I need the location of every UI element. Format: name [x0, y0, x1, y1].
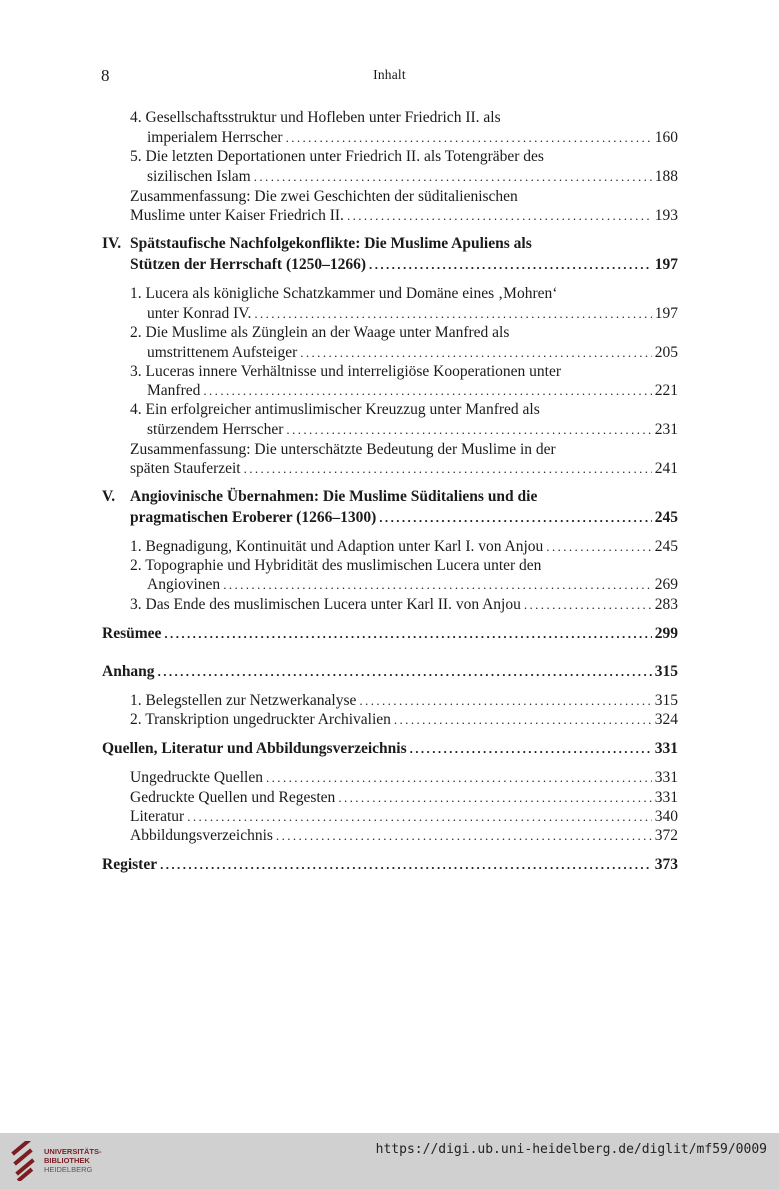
- toc-page-number: 315: [654, 692, 678, 709]
- toc-entry-title: Quellen, Literatur und Abbildungsverzeichnis: [102, 740, 407, 757]
- toc-entry-title: Angiovinen: [147, 576, 221, 593]
- toc-entry: [147, 343, 678, 363]
- chapter-title-line: Spätstaufische Nachfolgekonflikte: Die Muslime Apuliens als: [130, 235, 532, 252]
- toc-entry: [130, 826, 678, 846]
- toc-page-number: 241: [654, 460, 678, 477]
- toc-entry: [130, 459, 678, 479]
- chapter-heading: [130, 508, 678, 528]
- toc-entry-title: sizilischen Islam: [147, 168, 251, 185]
- toc-entry-line: 2. Die Muslime als Zünglein an der Waage unter Manfred als: [130, 324, 510, 341]
- toc-page-number: 315: [654, 663, 678, 680]
- toc-entry: [147, 575, 678, 595]
- toc-entry-line: 4. Ein erfolgreicher antimuslimischer Kreuzzug unter Manfred als: [130, 401, 540, 418]
- toc-entry-title: 3. Das Ende des muslimischen Lucera unter Karl II. von Anjou: [130, 596, 521, 613]
- toc-entry: [147, 304, 678, 324]
- toc-entry-title: Ungedruckte Quellen: [130, 769, 263, 786]
- toc-top-entry: [102, 739, 678, 759]
- toc-entry-title: Muslime unter Kaiser Friedrich II.: [130, 207, 344, 224]
- toc-page-number: 160: [654, 129, 678, 146]
- toc-entry-title: Resümee: [102, 625, 162, 642]
- toc-entry-line: Zusammenfassung: Die unterschätzte Bedeutung der Muslime in der: [130, 441, 556, 458]
- toc-page-number: 231: [654, 421, 678, 438]
- toc-page-number: 197: [654, 305, 678, 322]
- toc-entry-title: unter Konrad IV.: [147, 305, 252, 322]
- toc-entry-line: 3. Luceras innere Verhältnisse und interreligiöse Kooperationen unter: [130, 363, 561, 380]
- toc-entry: [130, 691, 678, 711]
- chapter-title: Stützen der Herrschaft (1250–1266): [130, 256, 367, 273]
- toc-page-number: 373: [654, 856, 678, 873]
- toc-page-number: 197: [654, 256, 678, 273]
- toc-entry: [147, 167, 678, 187]
- source-url-link[interactable]: https://digi.ub.uni-heidelberg.de/diglit/mf59/0009: [375, 1142, 767, 1157]
- toc-entry: [130, 537, 678, 557]
- toc-page-number: 331: [654, 789, 678, 806]
- toc-page-number: 193: [654, 207, 678, 224]
- toc-page-number: 269: [654, 576, 678, 593]
- toc-entry: [130, 768, 678, 788]
- toc-top-entry: [102, 662, 678, 682]
- toc-entry: [147, 381, 678, 401]
- toc-entry-title: 1. Belegstellen zur Netzwerkanalyse: [130, 692, 357, 709]
- chapter-numeral: IV.: [102, 235, 122, 252]
- toc-entry-title: stürzendem Herrscher: [147, 421, 284, 438]
- toc-entry: [130, 206, 678, 226]
- toc-top-entry: [102, 624, 678, 644]
- toc-entry-title: 1. Begnadigung, Kontinuität und Adaption unter Karl I. von Anjou: [130, 538, 544, 555]
- toc-entry-line: Zusammenfassung: Die zwei Geschichten der süditalienischen: [130, 188, 518, 205]
- toc-entry: [130, 807, 678, 827]
- library-name: UNIVERSITÄTS- BIBLIOTHEK HEIDELBERG: [44, 1147, 102, 1174]
- toc-entry-line: 4. Gesellschaftsstruktur und Hofleben unter Friedrich II. als: [130, 109, 501, 126]
- toc-entry-title: Gedruckte Quellen und Regesten: [130, 789, 336, 806]
- toc-page-number: 372: [654, 827, 678, 844]
- toc-entry-title: Anhang: [102, 663, 155, 680]
- toc-entry-title: späten Stauferzeit: [130, 460, 241, 477]
- chapter-heading: [130, 255, 678, 275]
- toc-page-number: 245: [654, 509, 678, 526]
- toc-entry-title: imperialem Herrscher: [147, 129, 283, 146]
- toc-entry-title: Abbildungsverzeichnis: [130, 827, 273, 844]
- toc-page-number: 340: [654, 808, 678, 825]
- toc-page-number: 324: [654, 711, 678, 728]
- page-number: 8: [101, 66, 110, 85]
- toc-entry-line: 1. Lucera als königliche Schatzkammer und Domäne eines ‚Mohren‘: [130, 285, 558, 302]
- toc-page-number: 299: [654, 625, 678, 642]
- toc-entry-line: 5. Die letzten Deportationen unter Friedrich II. als Totengräber des: [130, 148, 544, 165]
- toc-page-number: 245: [654, 538, 678, 555]
- toc-entry: [147, 420, 678, 440]
- toc-entry-title: Manfred: [147, 382, 201, 399]
- toc-page-number: 221: [654, 382, 678, 399]
- toc-entry-title: Register: [102, 856, 158, 873]
- toc-entry-title: Literatur: [130, 808, 185, 825]
- toc-page-number: 205: [654, 344, 678, 361]
- toc-entry: [130, 710, 678, 730]
- chapter-title-line: Angiovinische Übernahmen: Die Muslime Süditaliens und die: [130, 488, 538, 505]
- toc-page-number: 331: [654, 740, 678, 757]
- university-library-logo-icon: [8, 1141, 42, 1181]
- toc-page-number: 283: [654, 596, 678, 613]
- toc-top-entry: [102, 855, 678, 875]
- toc-page-number: 331: [654, 769, 678, 786]
- toc-entry: [130, 788, 678, 808]
- toc-page-number: 188: [654, 168, 678, 185]
- toc-entry-title: umstrittenem Aufsteiger: [147, 344, 298, 361]
- toc-entry-title: 2. Transkription ungedruckter Archivalien: [130, 711, 391, 728]
- toc-entry-line: 2. Topographie und Hybridität des muslimischen Lucera unter den: [130, 557, 542, 574]
- chapter-title: pragmatischen Eroberer (1266–1300): [130, 509, 377, 526]
- library-footer-bar: [0, 1133, 779, 1189]
- running-header: Inhalt: [373, 67, 406, 82]
- toc-entry: [147, 128, 678, 148]
- chapter-numeral: V.: [102, 488, 116, 505]
- toc-entry: [130, 595, 678, 615]
